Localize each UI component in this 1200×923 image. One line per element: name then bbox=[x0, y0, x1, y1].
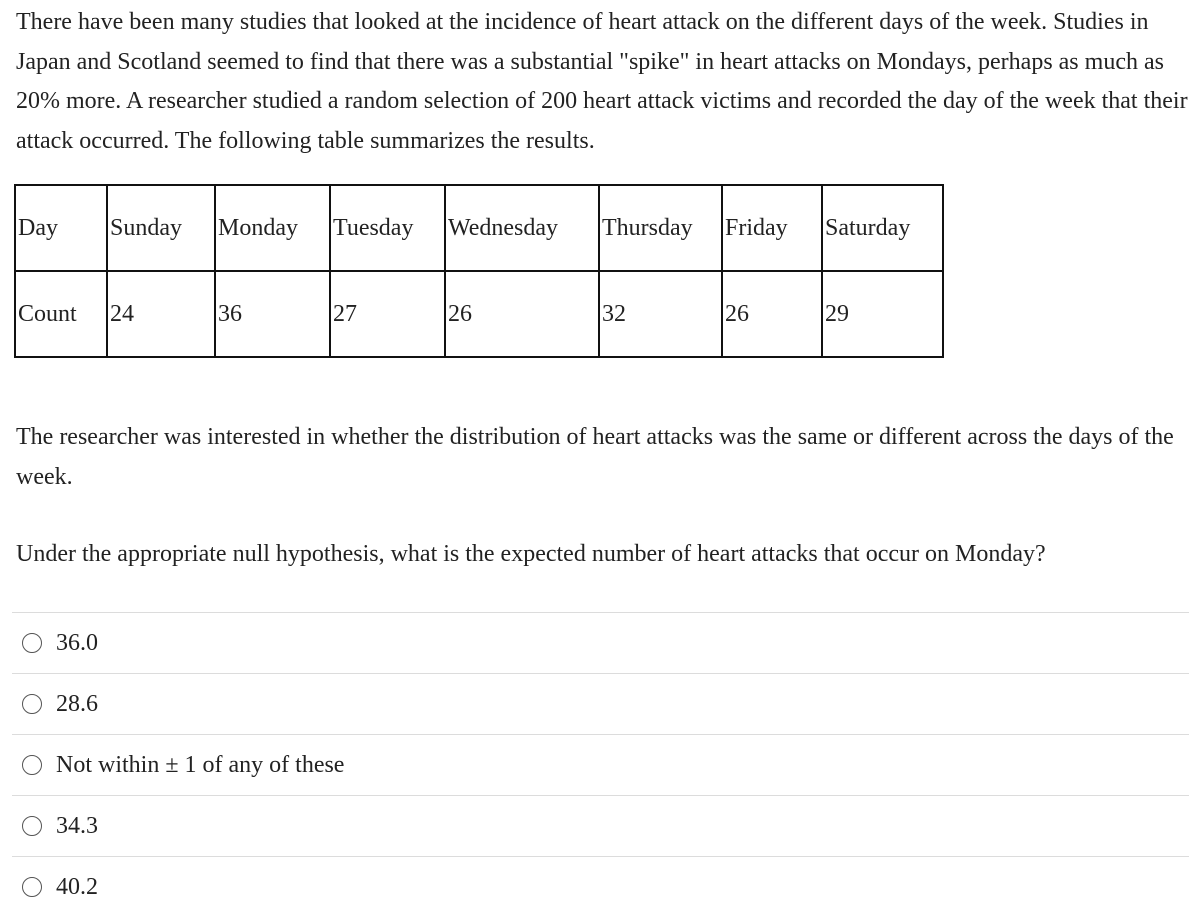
answer-option[interactable] bbox=[12, 856, 1189, 917]
count-cell-tuesday: 27 bbox=[330, 271, 445, 357]
answer-option[interactable] bbox=[12, 612, 1189, 673]
day-cell-wednesday: Wednesday bbox=[445, 185, 599, 271]
answer-option-label: 36.0 bbox=[56, 629, 98, 656]
question-text: Under the appropriate null hypothesis, what is the expected number of heart attacks that occur on Monday? bbox=[16, 541, 1046, 567]
answer-option-label: 28.6 bbox=[56, 690, 98, 717]
answer-option[interactable] bbox=[12, 734, 1189, 795]
radio-button[interactable] bbox=[22, 694, 42, 714]
radio-button[interactable] bbox=[22, 816, 42, 836]
day-cell-monday: Monday bbox=[215, 185, 330, 271]
answer-options bbox=[12, 612, 1189, 917]
day-row bbox=[15, 185, 943, 271]
count-cell-monday: 36 bbox=[215, 271, 330, 357]
day-header-cell: Day bbox=[15, 185, 107, 271]
answer-option[interactable] bbox=[12, 673, 1189, 734]
count-row bbox=[15, 271, 943, 357]
answer-option-label: Not within ± 1 of any of these bbox=[56, 751, 345, 778]
count-header-cell: Count bbox=[15, 271, 107, 357]
day-cell-saturday: Saturday bbox=[822, 185, 943, 271]
radio-button[interactable] bbox=[22, 755, 42, 775]
answer-option-label: 34.3 bbox=[56, 812, 98, 839]
answer-option-label: 40.2 bbox=[56, 873, 98, 900]
count-cell-saturday: 29 bbox=[822, 271, 943, 357]
count-cell-friday: 26 bbox=[722, 271, 822, 357]
radio-button[interactable] bbox=[22, 633, 42, 653]
context-paragraph: The researcher was interested in whether the distribution of heart attacks was the same or different across the days of the week. bbox=[16, 424, 1174, 490]
answer-option[interactable] bbox=[12, 795, 1189, 856]
day-cell-tuesday: Tuesday bbox=[330, 185, 445, 271]
radio-button[interactable] bbox=[22, 877, 42, 897]
intro-paragraph: There have been many studies that looked at the incidence of heart attack on the different days of the week. Studies in Japan and Scotland seemed to find that there was a substantial "spike" in heart attacks on Mondays, perhaps as much as 20% more. A researcher studied a random selection of 200 heart attack victims and recorded the day of the week that their attack occurred. The following table summarizes the results. bbox=[16, 9, 1188, 154]
count-cell-thursday: 32 bbox=[599, 271, 722, 357]
day-cell-sunday: Sunday bbox=[107, 185, 215, 271]
day-cell-thursday: Thursday bbox=[599, 185, 722, 271]
count-cell-wednesday: 26 bbox=[445, 271, 599, 357]
count-cell-sunday: 24 bbox=[107, 271, 215, 357]
day-cell-friday: Friday bbox=[722, 185, 822, 271]
heart-attack-table bbox=[14, 184, 944, 358]
